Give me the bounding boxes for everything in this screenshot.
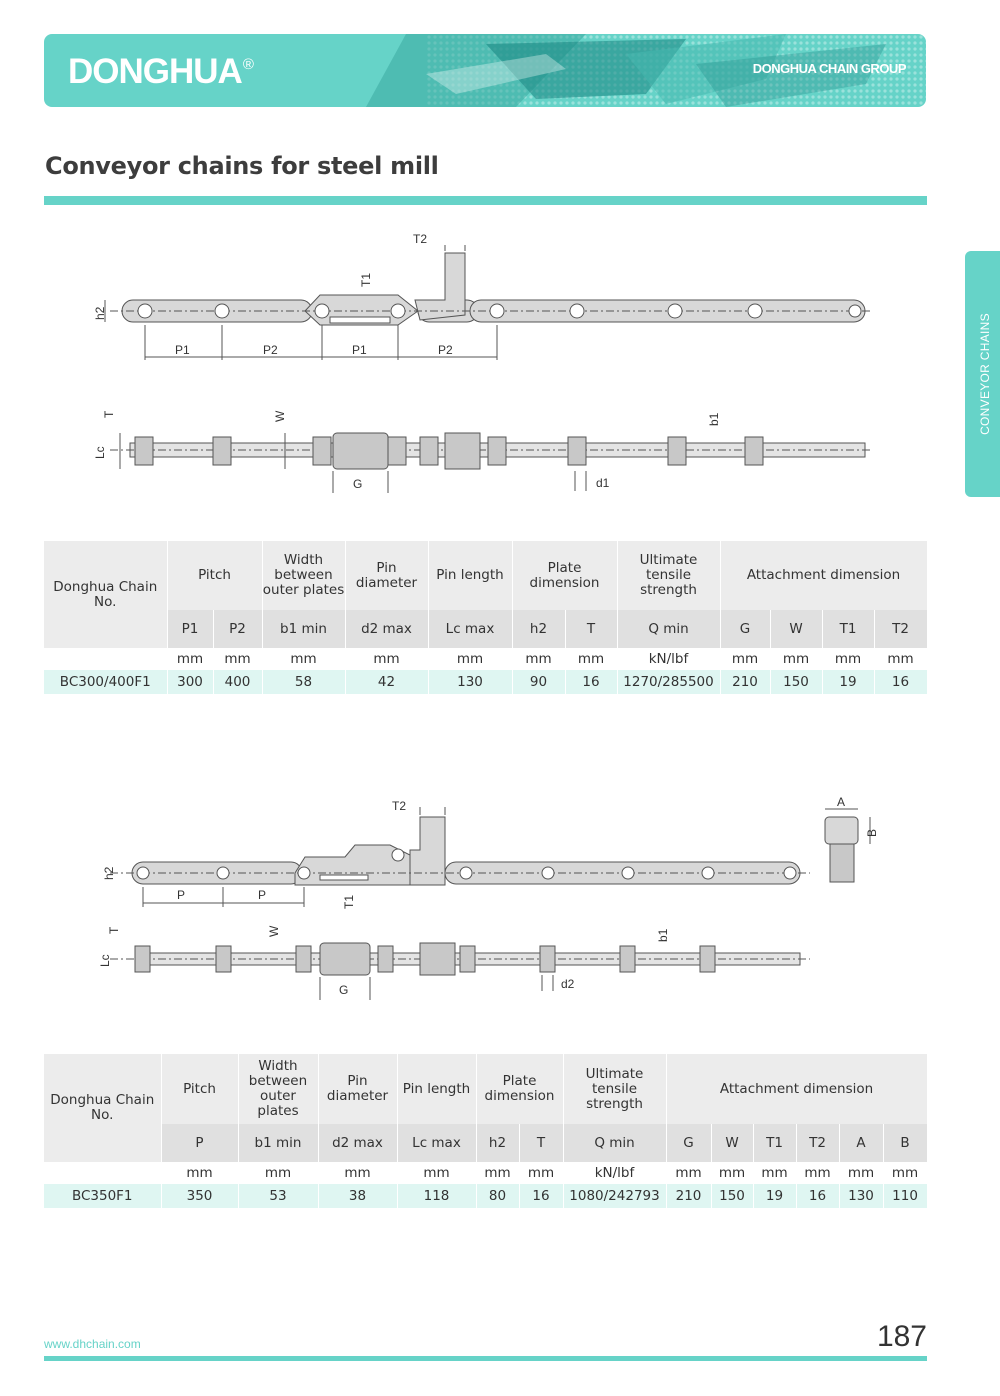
label-p1-a: P1: [175, 343, 190, 357]
unit: mm: [238, 1162, 318, 1184]
header-banner: [44, 34, 926, 107]
brand-logo: DONGHUA®: [68, 52, 253, 91]
unit: kN/lbf: [617, 648, 720, 670]
table-row: [44, 670, 927, 694]
unit: mm: [318, 1162, 397, 1184]
label-b1: b1: [707, 412, 721, 426]
label-h2: h2: [93, 306, 107, 320]
side-tab-label: CONVEYOR CHAINS: [978, 313, 992, 435]
label-b1: b1: [656, 928, 670, 942]
label-t2: T2: [413, 232, 428, 246]
sym: P2: [213, 610, 262, 648]
sym: d2 max: [318, 1124, 397, 1162]
sym: d2 max: [345, 610, 428, 648]
unit-blank: [44, 648, 167, 670]
cell: 350: [161, 1184, 238, 1208]
group-plate: Plate dimension: [476, 1054, 563, 1124]
group-width: Width between outer plates: [238, 1054, 318, 1124]
title-underline: [44, 196, 927, 205]
footer-url[interactable]: www.dhchain.com: [44, 1337, 141, 1351]
side-view: [110, 807, 870, 907]
page-title: Conveyor chains for steel mill: [45, 152, 439, 180]
group-pin-diameter: Pin diameter: [318, 1054, 397, 1124]
sym: b1 min: [238, 1124, 318, 1162]
unit: kN/lbf: [563, 1162, 666, 1184]
cell: BC350F1: [44, 1184, 161, 1208]
cell: 53: [238, 1184, 318, 1208]
group-pin-length: Pin length: [428, 541, 512, 610]
label-lc: Lc: [93, 446, 107, 459]
label-t2: T2: [392, 799, 407, 813]
sym: W: [711, 1124, 753, 1162]
table-row: [44, 1184, 927, 1208]
label-d1: d1: [596, 476, 610, 490]
cell: 58: [262, 670, 345, 694]
cell: 150: [770, 670, 822, 694]
unit: mm: [883, 1162, 927, 1184]
cell: 210: [666, 1184, 711, 1208]
chain-diagram-bc300: [80, 225, 900, 495]
cell: 1080/242793: [563, 1184, 666, 1208]
group-strength: Ultimate tensile strength: [617, 541, 720, 610]
unit: mm: [770, 648, 822, 670]
cell: 110: [883, 1184, 927, 1208]
group-pitch: Pitch: [167, 541, 262, 610]
sym: P: [161, 1124, 238, 1162]
side-tab: [965, 251, 1000, 497]
label-p2-b: P2: [438, 343, 453, 357]
unit: mm: [345, 648, 428, 670]
unit: mm: [796, 1162, 839, 1184]
sym: h2: [476, 1124, 519, 1162]
sym: T1: [822, 610, 874, 648]
cell: 38: [318, 1184, 397, 1208]
group-pitch: Pitch: [161, 1054, 238, 1124]
cell: 130: [428, 670, 512, 694]
label-w: W: [273, 410, 287, 422]
unit: mm: [822, 648, 874, 670]
cell: 90: [512, 670, 565, 694]
label-w: W: [267, 925, 281, 937]
unit: mm: [874, 648, 927, 670]
label-p-b: P: [258, 888, 267, 902]
label-p-a: P: [177, 888, 186, 902]
group-width: Width between outer plates: [262, 541, 345, 610]
cell: 130: [839, 1184, 883, 1208]
sym: Q min: [563, 1124, 666, 1162]
spec-table-bc300: [44, 541, 928, 694]
label-d2: d2: [561, 977, 575, 991]
label-h2: h2: [102, 866, 116, 880]
group-pin-diameter: Pin diameter: [345, 541, 428, 610]
label-t1: T1: [359, 272, 373, 287]
unit: mm: [666, 1162, 711, 1184]
cell: 19: [822, 670, 874, 694]
unit: mm: [262, 648, 345, 670]
cell: 80: [476, 1184, 519, 1208]
footer-bar: [44, 1356, 927, 1361]
cell: BC300/400F1: [44, 670, 167, 694]
unit: mm: [161, 1162, 238, 1184]
sym: G: [666, 1124, 711, 1162]
unit: mm: [519, 1162, 563, 1184]
sym: T: [519, 1124, 563, 1162]
spec-table-bc350: [44, 1054, 928, 1208]
group-pin-length: Pin length: [397, 1054, 476, 1124]
label-p2-a: P2: [263, 343, 278, 357]
unit: mm: [213, 648, 262, 670]
page-number: 187: [876, 1320, 927, 1353]
cell: 16: [519, 1184, 563, 1208]
sym: P1: [167, 610, 213, 648]
top-view: [110, 433, 870, 493]
unit: mm: [512, 648, 565, 670]
side-view: [105, 245, 870, 360]
unit: mm: [476, 1162, 519, 1184]
sym: T2: [796, 1124, 839, 1162]
cell: 300: [167, 670, 213, 694]
cell: 210: [720, 670, 770, 694]
label-g: G: [353, 477, 363, 491]
sym: Lc max: [397, 1124, 476, 1162]
unit-blank: [44, 1162, 161, 1184]
group-plate: Plate dimension: [512, 541, 617, 610]
sym: B: [883, 1124, 927, 1162]
label-t: T: [102, 410, 116, 418]
group-attachment: Attachment dimension: [666, 1054, 927, 1124]
unit: mm: [711, 1162, 753, 1184]
unit: mm: [397, 1162, 476, 1184]
chain-no-header: Donghua Chain No.: [44, 1054, 161, 1162]
unit: mm: [565, 648, 617, 670]
label-p1-b: P1: [352, 343, 367, 357]
unit: mm: [428, 648, 512, 670]
unit: mm: [720, 648, 770, 670]
label-g: G: [339, 983, 349, 997]
cell: 42: [345, 670, 428, 694]
cell: 150: [711, 1184, 753, 1208]
sym: G: [720, 610, 770, 648]
label-lc: Lc: [98, 954, 112, 967]
sym: T2: [874, 610, 927, 648]
cell: 16: [796, 1184, 839, 1208]
label-a: A: [837, 795, 846, 809]
cell: 1270/285500: [617, 670, 720, 694]
unit: mm: [839, 1162, 883, 1184]
cell: 16: [874, 670, 927, 694]
cell: 19: [753, 1184, 796, 1208]
chain-no-header: Donghua Chain No.: [44, 541, 167, 648]
sym: Q min: [617, 610, 720, 648]
sym: A: [839, 1124, 883, 1162]
sym: W: [770, 610, 822, 648]
chain-diagram-bc350: [80, 795, 900, 1010]
top-view: [110, 943, 810, 1000]
unit: mm: [167, 648, 213, 670]
cell: 16: [565, 670, 617, 694]
sym: h2: [512, 610, 565, 648]
cell: 400: [213, 670, 262, 694]
sym: Lc max: [428, 610, 512, 648]
cell: 118: [397, 1184, 476, 1208]
sym: T1: [753, 1124, 796, 1162]
label-b: B: [865, 828, 879, 837]
label-t1: T1: [342, 894, 356, 909]
unit: mm: [753, 1162, 796, 1184]
sym: b1 min: [262, 610, 345, 648]
group-strength: Ultimate tensile strength: [563, 1054, 666, 1124]
group-name: DONGHUA CHAIN GROUP: [752, 61, 906, 76]
label-t: T: [107, 926, 121, 934]
sym: T: [565, 610, 617, 648]
group-attachment: Attachment dimension: [720, 541, 927, 610]
